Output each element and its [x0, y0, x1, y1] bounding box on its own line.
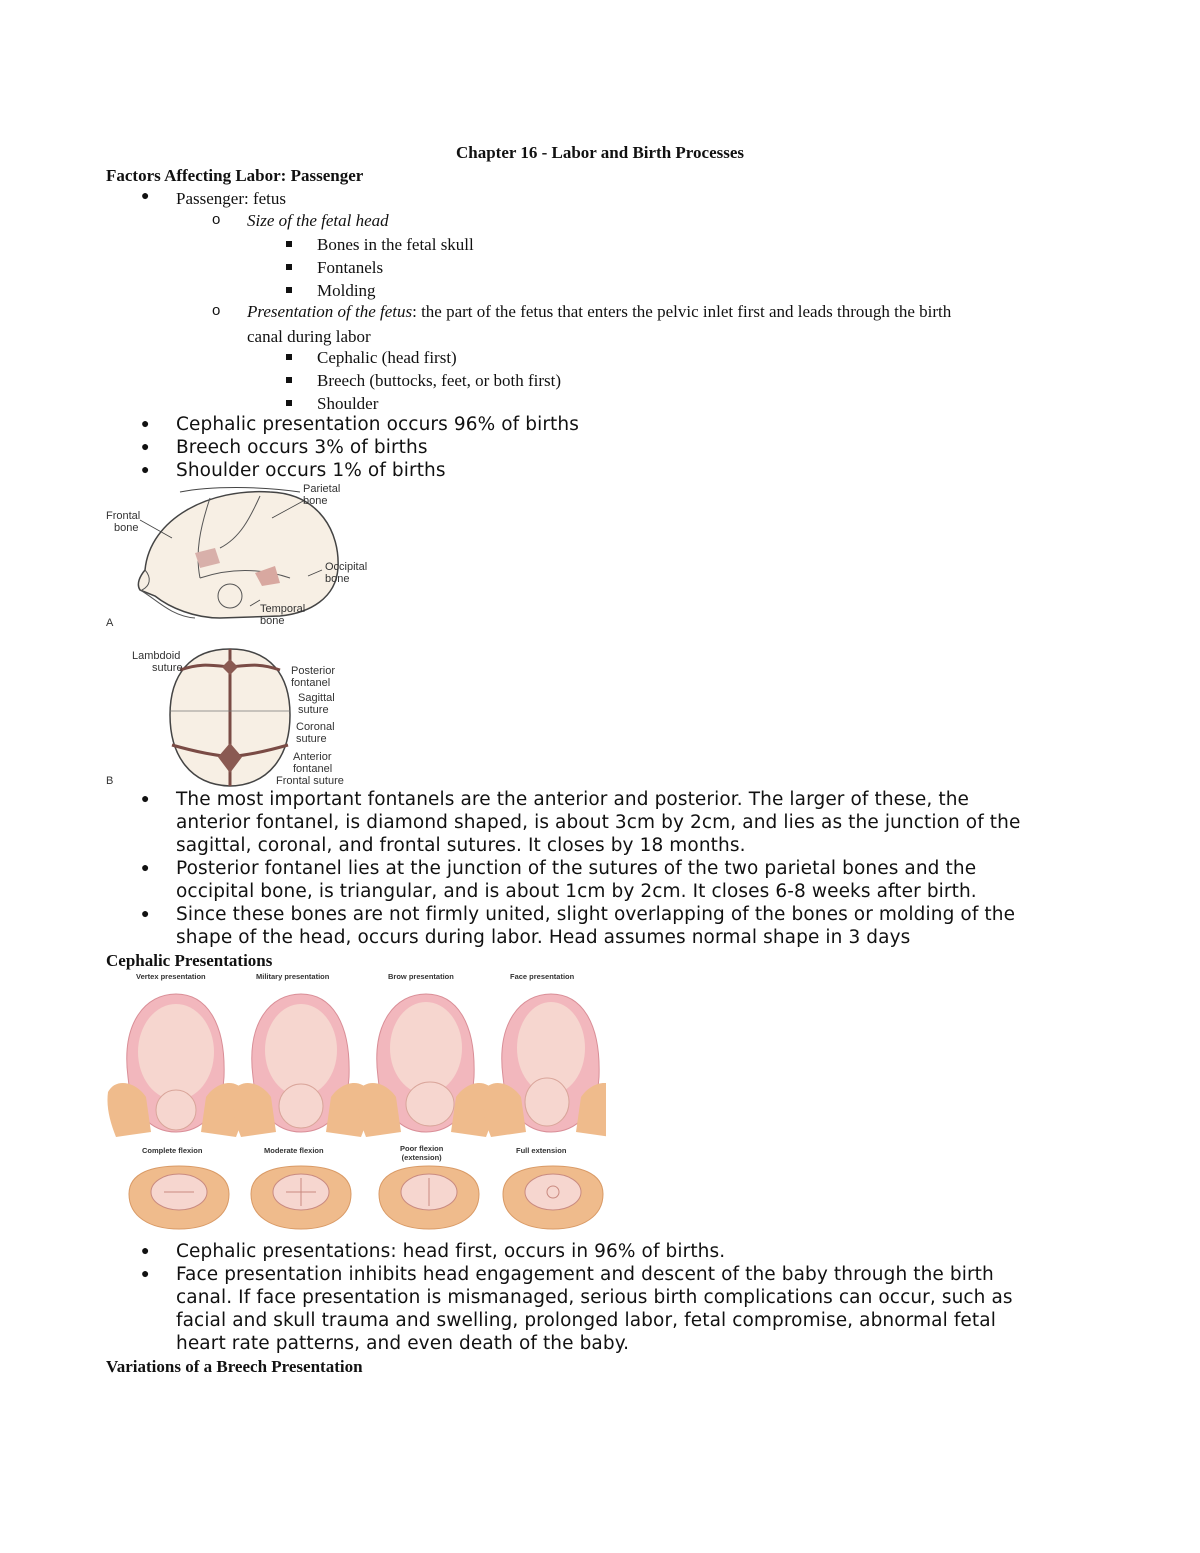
- list-item-presentation-1: Cephalic (head first): [317, 348, 457, 367]
- presentation-definition-cont: canal during labor: [247, 327, 371, 346]
- face-illustration: [482, 994, 606, 1137]
- pelvis-view-3: [379, 1166, 479, 1229]
- label-anterior-fontanel: Anterior fontanel: [293, 751, 333, 775]
- stat-breech: Breech occurs 3% of births: [176, 437, 428, 458]
- square-bullet-icon: [286, 241, 292, 247]
- skull-lateral-illustration: [100, 478, 400, 638]
- presentation-term: Presentation of the fetus: [247, 302, 413, 321]
- section-heading-breech: Variations of a Breech Presentation: [106, 1357, 363, 1376]
- list-item-size-3: Molding: [317, 281, 376, 300]
- stat-cephalic: Cephalic presentation occurs 96% of births: [176, 414, 579, 435]
- fontanel-paragraph-1: The most important fontanels are the anterior and posterior. The larger of these, the anterior fontanel, is diamond shaped, is about 3cm by 2cm, and lies as the junction of the sagittal, coronal, and frontal sutures. It closes by 18 months.: [176, 789, 1021, 856]
- list-item-presentation-3: Shoulder: [317, 394, 379, 413]
- pelvis-top-view-illustrations: [106, 1164, 606, 1234]
- fig-label-brow: Brow presentation: [388, 972, 454, 981]
- fig-label-full-extension: Full extension: [516, 1146, 567, 1155]
- figure-panel-a: A: [106, 617, 114, 629]
- fig-label-poor-flexion: Poor flexion (extension): [400, 1144, 444, 1162]
- pelvis-view-4: [503, 1166, 603, 1229]
- pelvis-view-1: [129, 1166, 229, 1229]
- stat-shoulder: Shoulder occurs 1% of births: [176, 460, 446, 481]
- pelvis-view-2: [251, 1166, 351, 1229]
- bullet-icon: ●: [141, 1267, 150, 1282]
- military-illustration: [232, 994, 369, 1137]
- cephalic-paragraph-1: Cephalic presentations: head first, occurs in 96% of births.: [176, 1241, 726, 1262]
- circle-bullet-icon: o: [212, 211, 221, 228]
- fig-label-face: Face presentation: [510, 972, 575, 981]
- label-parietal-bone: Parietal bone: [303, 483, 341, 507]
- bullet-icon: ●: [141, 1244, 150, 1259]
- list-item-size-1: Bones in the fetal skull: [317, 235, 474, 254]
- presentation-definition: : the part of the fetus that enters the pelvic inlet first and leads through the birth: [412, 302, 952, 321]
- uterus-pelvis-illustrations: [106, 982, 606, 1142]
- label-sagittal-suture: Sagittal suture: [298, 692, 335, 716]
- bullet-icon: ●: [141, 440, 150, 455]
- label-frontal-bone: Frontal bone: [106, 510, 141, 534]
- section-heading-cephalic: Cephalic Presentations: [106, 951, 273, 970]
- square-bullet-icon: [286, 264, 292, 270]
- label-temporal-bone: Temporal bone: [260, 603, 306, 627]
- bullet-icon: ●: [141, 463, 150, 478]
- label-occipital-bone: Occipital bone: [325, 561, 368, 585]
- circle-bullet-icon: o: [212, 302, 221, 319]
- label-frontal-suture: Frontal suture: [276, 775, 344, 787]
- vertex-illustration: [107, 994, 244, 1137]
- fontanel-paragraph-2: Posterior fontanel lies at the junction of the sutures of the two parietal bones and the occipital bone, is triangular, and is about 1cm by 2cm. It closes 6-8 weeks after birth.: [176, 858, 977, 902]
- page-title: Chapter 16 - Labor and Birth Processes: [455, 143, 745, 162]
- fig-label-vertex: Vertex presentation: [136, 972, 206, 981]
- fetal-skull-lateral-figure: [100, 478, 400, 638]
- square-bullet-icon: [286, 400, 292, 406]
- bullet-icon: ●: [141, 907, 150, 922]
- bullet-icon: ●: [141, 189, 150, 204]
- label-coronal-suture: Coronal suture: [296, 721, 335, 745]
- list-item-size-2: Fontanels: [317, 258, 384, 277]
- square-bullet-icon: [286, 377, 292, 383]
- bullet-icon: ●: [141, 861, 150, 876]
- square-bullet-icon: [286, 287, 292, 293]
- fontanel-paragraph-3: Since these bones are not firmly united, slight overlapping of the bones or molding of the shape of the head, occurs during labor. Head assumes normal shape in 3 days: [176, 904, 1016, 948]
- label-posterior-fontanel: Posterior fontanel: [291, 665, 336, 689]
- section-heading-passenger: Factors Affecting Labor: Passenger: [106, 166, 364, 185]
- list-item-presentation: [247, 301, 1077, 323]
- bullet-icon: ●: [141, 792, 150, 807]
- list-item-size-heading: Size of the fetal head: [247, 211, 389, 230]
- fig-label-military: Military presentation: [256, 972, 330, 981]
- fig-label-moderate-flexion: Moderate flexion: [264, 1146, 324, 1155]
- fig-label-complete-flexion: Complete flexion: [142, 1146, 203, 1155]
- figure-panel-b: B: [106, 775, 114, 787]
- list-item-presentation-2: Breech (buttocks, feet, or both first): [317, 371, 562, 390]
- bullet-icon: ●: [141, 417, 150, 432]
- cephalic-paragraph-2: Face presentation inhibits head engagement and descent of the baby through the birth canal. If face presentation is mismanaged, serious birth complications can occur, such as facial and skull trauma and swelling, prolonged labor, fetal compromise, abnormal fetal heart rate patterns, and even death of the baby.: [176, 1264, 1013, 1354]
- label-lambdoid-suture: Lambdoid suture: [132, 650, 183, 674]
- brow-illustration: [357, 994, 494, 1137]
- cephalic-presentations-figure: [106, 970, 606, 1240]
- list-item-passenger: Passenger: fetus: [176, 189, 287, 208]
- square-bullet-icon: [286, 354, 292, 360]
